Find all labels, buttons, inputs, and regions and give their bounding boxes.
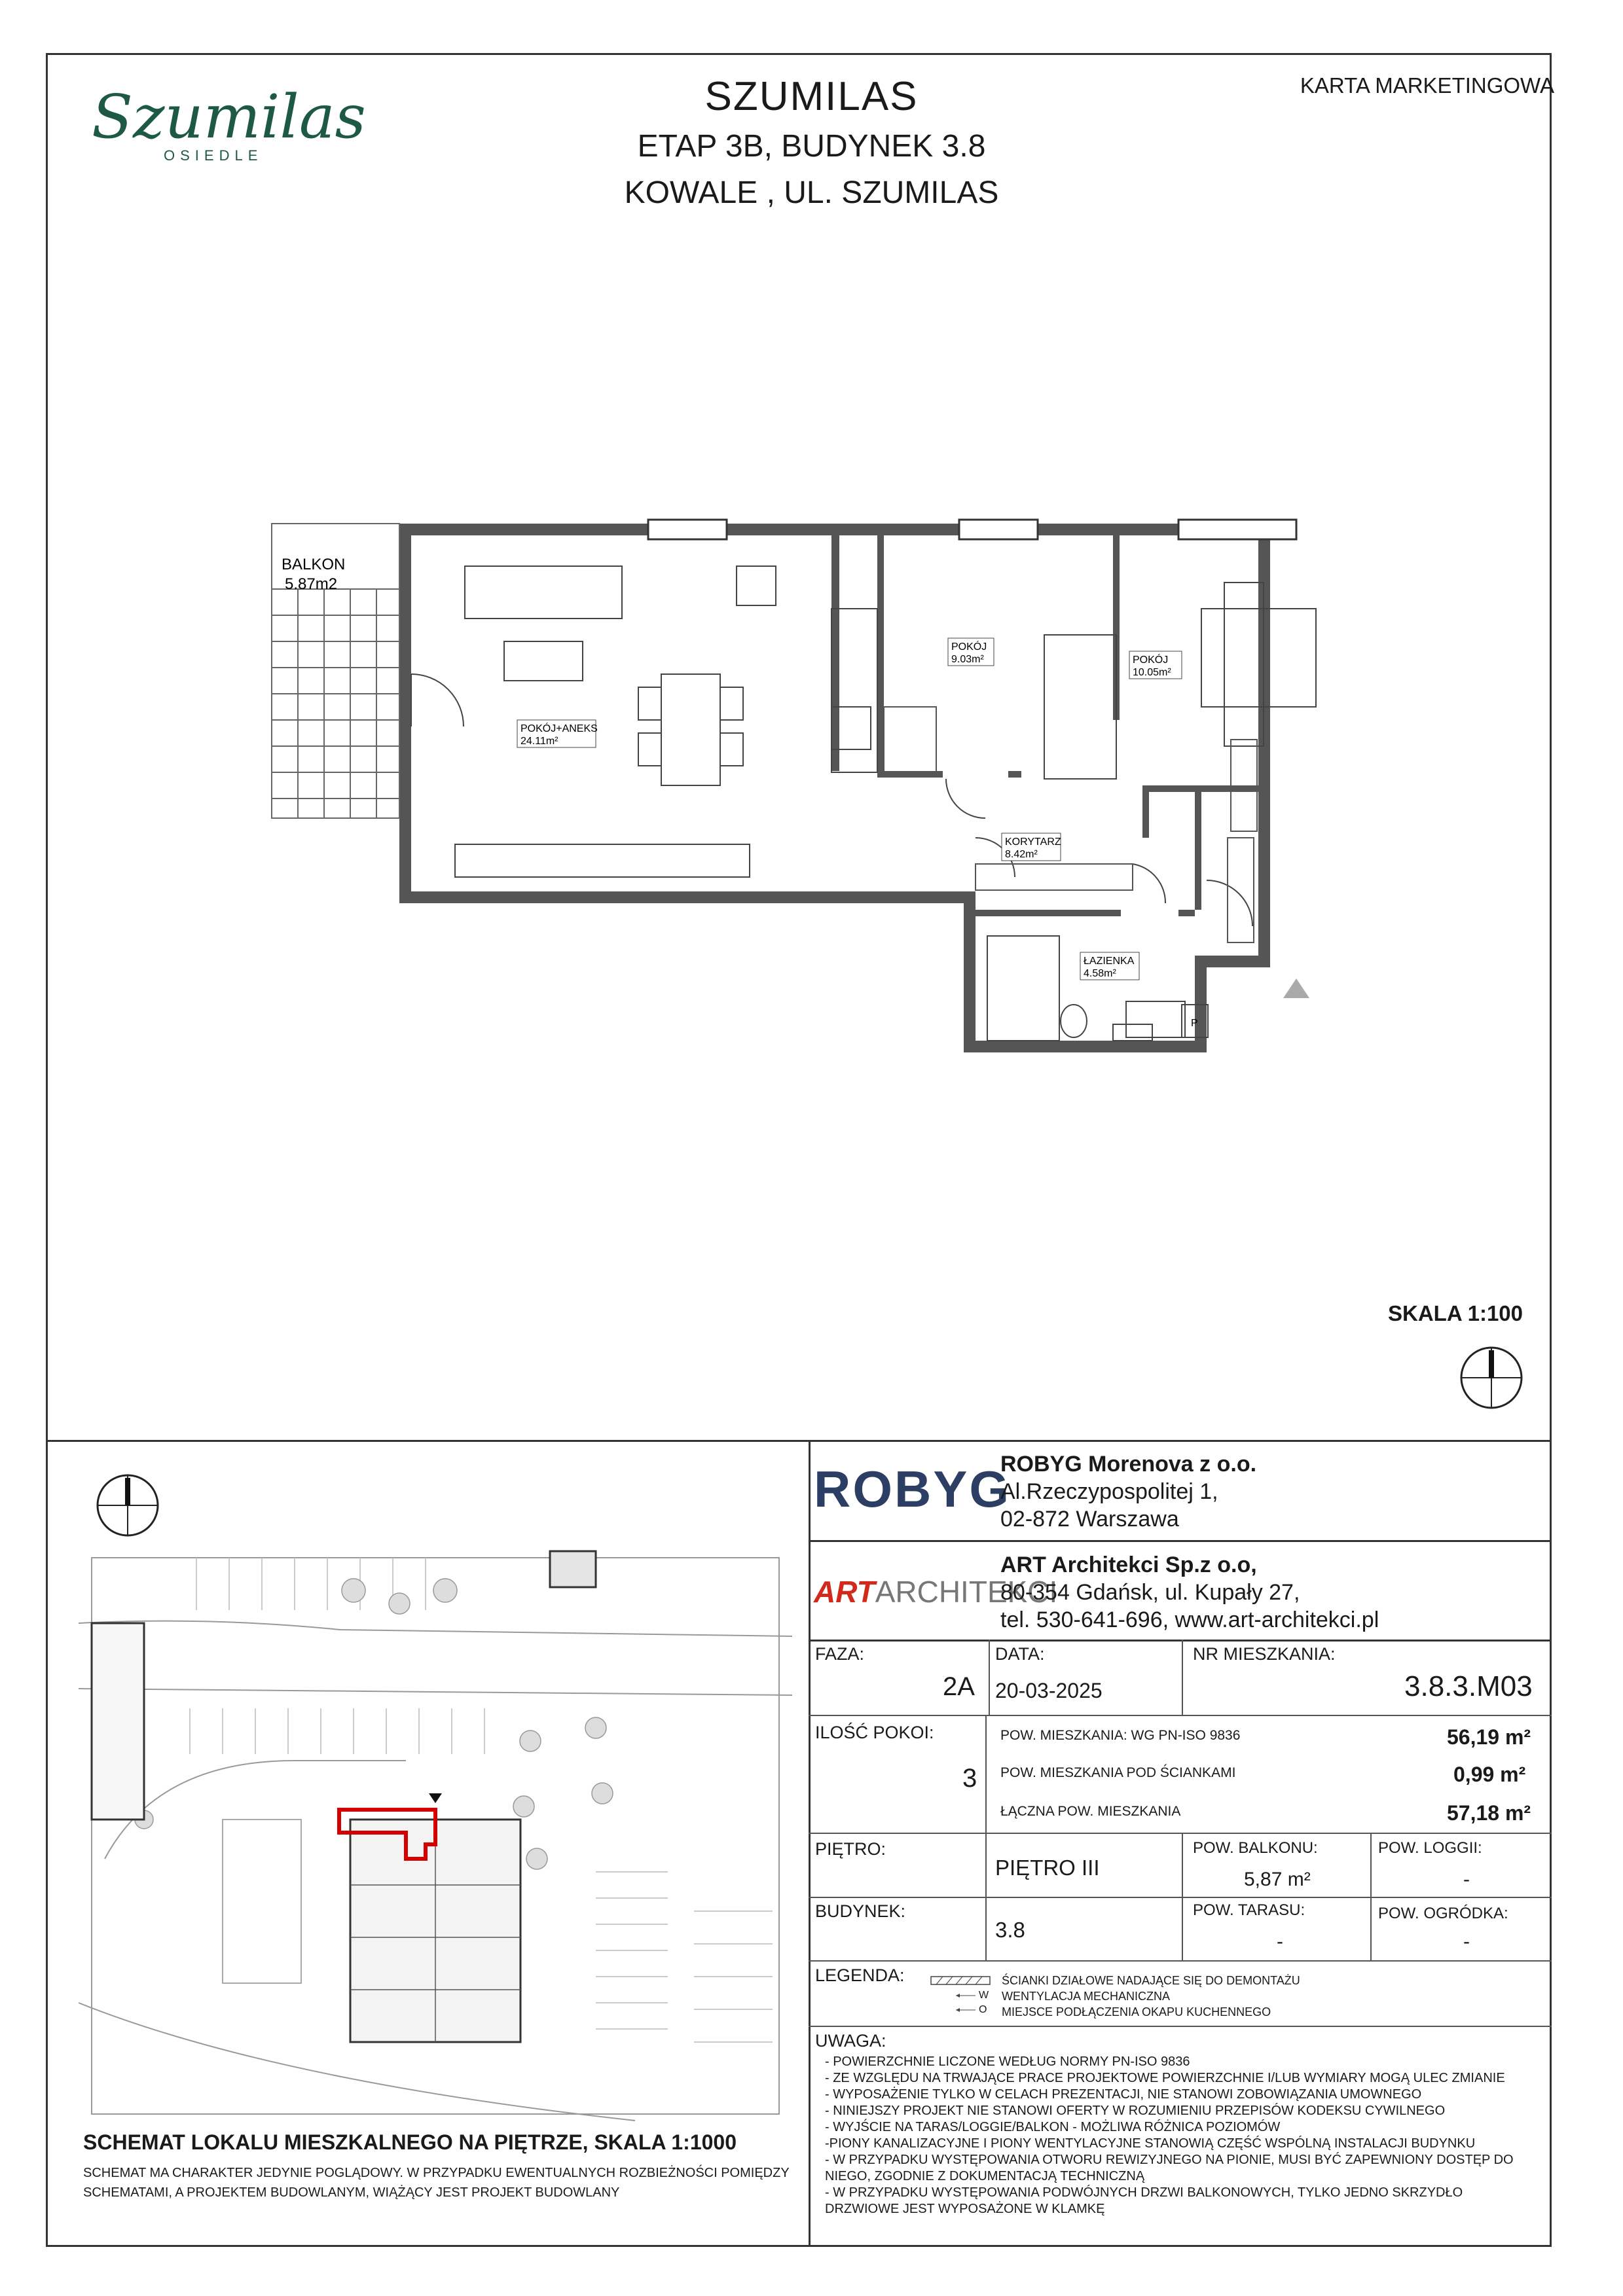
area1-value: 56,19 m² (1447, 1725, 1531, 1749)
card-type: KARTA MARKETINGOWA (1300, 73, 1554, 98)
loggia-label: POW. LOGGII: (1378, 1839, 1482, 1857)
svg-text:P: P (1191, 1018, 1198, 1029)
legend-item: MIEJSCE PODŁĄCZENIA OKAPU KUCHENNEGO (1002, 2005, 1271, 2018)
divider (1370, 1833, 1372, 1960)
divider (1182, 1833, 1183, 1960)
loggia-value: - (1463, 1869, 1470, 1890)
area3-label: ŁĄCZNA POW. MIESZKANIA (1000, 1804, 1181, 1819)
uwaga-list (825, 2054, 1532, 2217)
architect-name: ART Architekci Sp.z o.o, (1000, 1552, 1257, 1577)
svg-text:Szumilas: Szumilas (92, 82, 366, 152)
site-schema-title: SCHEMAT LOKALU MIESZKALNEGO NA PIĘTRZE, SKALA 1:1000 (83, 2130, 737, 2154)
divider (46, 1440, 1552, 1442)
divider (809, 1897, 1552, 1898)
developer-address2: 02-872 Warszawa (1000, 1507, 1179, 1532)
uwaga-item: - POWIERZCHNIE LICZONE WEDŁUG NORMY PN-ISO 9836 (825, 2054, 1190, 2069)
svg-text:OSIEDLE: OSIEDLE (164, 147, 263, 164)
page-title: SZUMILAS (704, 74, 919, 119)
north-arrow-icon (1459, 1345, 1524, 1410)
area2-label: POW. MIESZKANIA POD ŚCIANKAMI (1000, 1765, 1236, 1780)
taras-value: - (1277, 1931, 1283, 1952)
scale-label: SKALA 1:100 (1388, 1301, 1523, 1325)
legend-symbol-o: O (979, 2004, 987, 2015)
taras-label: POW. TARASU: (1193, 1901, 1305, 1919)
divider (989, 1640, 990, 1715)
floor-plan (255, 511, 1401, 1073)
balkon-label: POW. BALKONU: (1193, 1839, 1318, 1857)
faza-value: 2A (943, 1672, 975, 1701)
uwaga-item: - W PRZYPADKU WYSTĘPOWANIA OTWORU REWIZYJNEGO NA PIONIE, MUSI BYĆ ZAPEWNIONY DOSTĘP DO NIEGO, ZGODNIE Z DOKUMENTACJĄ TECHNICZNĄ (825, 2153, 1514, 2183)
svg-text:POKÓJ: POKÓJ (951, 641, 987, 653)
svg-text:4.58m²: 4.58m² (1084, 968, 1116, 979)
uwaga-item: - NINIEJSZY PROJEKT NIE STANOWI OFERTY W ROZUMIENIU PRZEPISÓW KODEKSU CYWILNEGO (825, 2104, 1446, 2118)
legend-item: WENTYLACJA MECHANICZNA (1002, 1990, 1171, 2003)
divider (809, 1640, 1552, 1641)
svg-text:9.03m²: 9.03m² (951, 654, 984, 665)
divider (809, 1715, 1552, 1716)
architect-contact: tel. 530-641-696, www.art-architekci.pl (1000, 1607, 1379, 1632)
balkon-value: 5,87 m² (1244, 1869, 1311, 1890)
site-schema-note: SCHEMAT MA CHARAKTER JEDYNIE POGLĄDOWY. W PRZYPADKU EWENTUALNYCH ROZBIEŻNOŚCI POMIĘDZY SCHEMATAMI, A PROJEKTEM BUDOWLANYM, WIĄŻĄCY JEST PROJEKT BUDOWLANY (83, 2166, 790, 2200)
faza-label: FAZA: (815, 1644, 865, 1664)
divider (1182, 1640, 1183, 1715)
svg-text:BALKON: BALKON (282, 556, 346, 573)
svg-text:24.11m²: 24.11m² (520, 736, 558, 747)
uwaga-item: - W PRZYPADKU WYSTĘPOWANIA PODWÓJNYCH DRZWI BALKONOWYCH, TYLKO JEDNO SKRZYDŁO DRZWIOWE JEST WYPOSAŻONE W KLAMKĘ (825, 2185, 1463, 2216)
site-plan (79, 1545, 792, 2127)
area1-label: POW. MIESZKANIA: WG PN-ISO 9836 (1000, 1728, 1241, 1743)
divider (809, 1440, 811, 2247)
page-subtitle: ETAP 3B, BUDYNEK 3.8 (637, 129, 986, 164)
architect-address: 80-354 Gdańsk, ul. Kupały 27, (1000, 1580, 1300, 1605)
north-arrow-icon (95, 1473, 160, 1538)
legend-symbol-w: W (979, 1990, 989, 2001)
svg-text:KORYTARZ: KORYTARZ (1005, 836, 1061, 848)
pokoje-label: ILOŚĆ POKOI: (815, 1723, 934, 1742)
developer-address1: Al.Rzeczypospolitej 1, (1000, 1479, 1218, 1504)
area2-value: 0,99 m² (1453, 1763, 1526, 1786)
page-address: KOWALE , UL. SZUMILAS (624, 175, 999, 210)
uwaga-item: -PIONY KANALIZACYJNE I PIONY WENTYLACYJNE STANOWIĄ CZĘŚĆ WSPÓLNĄ INSTALACJI BUDYNKU (825, 2136, 1476, 2151)
robyg-logo: ROBYG (814, 1460, 1012, 1518)
developer-name: ROBYG Morenova z o.o. (1000, 1452, 1257, 1477)
data-label: DATA: (995, 1644, 1045, 1664)
uwaga-item: - WYPOSAŻENIE TYLKO W CELACH PREZENTACJI, NIE STANOWI ZOBOWIĄZANIA UMOWNEGO (825, 2087, 1422, 2102)
svg-text:POKÓJ+ANEKS: POKÓJ+ANEKS (520, 723, 598, 734)
uwaga-item: - ZE WZGLĘDU NA TRWAJĄCE PRACE PROJEKTOWE POWIERZCHNIE I/LUB WYMIARY MOGĄ ULEC ZMIANIE (825, 2071, 1505, 2085)
svg-text:5.87m2: 5.87m2 (285, 575, 338, 593)
svg-text:8.42m²: 8.42m² (1005, 849, 1038, 860)
divider (809, 2026, 1552, 2027)
uwaga-item: - WYJŚCIE NA TARAS/LOGGIE/BALKON - MOŻLIWA RÓŻNICA POZIOMÓW (825, 2120, 1281, 2134)
pokoje-value: 3 (962, 1764, 977, 1793)
nr-label: NR MIESZKANIA: (1193, 1644, 1336, 1664)
pietro-value: PIĘTRO III (995, 1856, 1100, 1880)
budynek-value: 3.8 (995, 1918, 1025, 1942)
nr-value: 3.8.3.M03 (1404, 1670, 1533, 1702)
budynek-label: BUDYNEK: (815, 1901, 906, 1921)
uwaga-label: UWAGA: (815, 2031, 886, 2051)
art-architekci-logo: ARTARCHITEKCI (814, 1575, 1058, 1609)
divider (809, 1833, 1552, 1834)
svg-text:10.05m²: 10.05m² (1133, 667, 1171, 678)
svg-text:POKÓJ: POKÓJ (1133, 655, 1169, 666)
divider (809, 1960, 1552, 1962)
divider (985, 1715, 987, 1960)
ogrodek-label: POW. OGRÓDKA: (1378, 1905, 1508, 1922)
ogrodek-value: - (1463, 1931, 1470, 1952)
pietro-label: PIĘTRO: (815, 1839, 886, 1859)
data-value: 20-03-2025 (995, 1679, 1103, 1702)
divider (809, 1540, 1552, 1542)
svg-text:ŁAZIENKA: ŁAZIENKA (1084, 956, 1135, 967)
legend-label: LEGENDA: (815, 1965, 905, 1985)
legend-item: ŚCIANKI DZIAŁOWE NADAJĄCE SIĘ DO DEMONTAŻU (1002, 1974, 1300, 1987)
area3-value: 57,18 m² (1447, 1801, 1531, 1825)
